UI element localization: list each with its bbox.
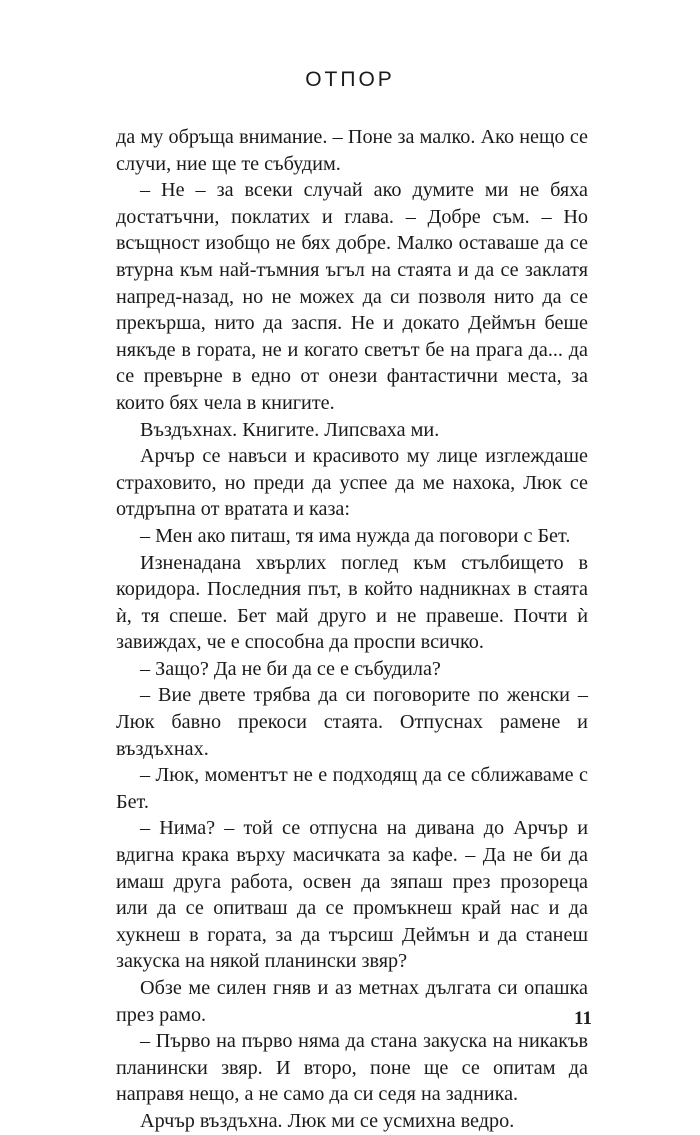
body-text <box>116 124 588 1135</box>
paragraph: Арчър се навъси и красивото му лице изглеждаше страховито, но преди да успее да ме нахока, Люк се отдръпна от вратата и каза: <box>116 445 588 521</box>
paragraph: Въздъхнах. Книгите. Липсваха ми. <box>140 418 440 441</box>
paragraph: Обзе ме силен гняв и аз метнах дългата си опашка през рамо. <box>116 977 588 1026</box>
paragraph: да му обръща внимание. – Поне за малко. Ако нещо се случи, ние ще те събудим. <box>116 126 588 175</box>
paragraph: – Вие двете трябва да си поговорите по женски – Люк бавно прекоси стаята. Отпуснах рамене и въздъхнах. <box>116 684 588 760</box>
paragraph: – Нима? – той се отпусна на дивана до Арчър и вдигна крака върху масичката за кафе. – Да не би да имаш друга работа, освен да зяпаш през прозореца или да се опитваш да се промъкнеш край нас и да хукнеш в гората, за да търсиш Деймън и да станеш закуска на някой планински звяр? <box>116 817 588 973</box>
paragraph: – Защо? Да не би да се е събудила? <box>140 657 441 680</box>
page-number: 11 <box>574 1008 592 1029</box>
paragraph: – Люк, моментът не е подходящ да се сближаваме с Бет. <box>116 764 588 813</box>
paragraph: – Първо на първо няма да стана закуска на никакъв планински звяр. И второ, поне ще се опитам да направя нещо, а не само да си седя на задника. <box>116 1030 588 1106</box>
paragraph: Арчър въздъхна. Люк ми се усмихна ведро. <box>140 1109 515 1132</box>
paragraph: – Мен ако питаш, тя има нужда да поговори с Бет. <box>140 524 571 547</box>
running-head-title: ОТПОР <box>305 68 395 91</box>
paragraph: – Не – за всеки случай ако думите ми не бяха достатъчни, поклатих и глава. – Добре съм. – Но всъщност изобщо не бях добре. Малко оставаше да се втурна към най-тъмния ъгъл на стаята и да се заклатя напред-назад, но не можех да си позволя нито да се прекършa, нито да заспя. Не и докато Деймън беше някъде в гората, не и когато светът бе на прага да... да се превърне в едно от онези фантастични места, за които бях чела в книгите. <box>116 179 588 414</box>
paragraph: Изненадана хвърлих поглед към стълбището в коридора. Последния път, в който надникнах в стаята ѝ, тя спеше. Бет май друго и не правеше. Почти ѝ завиждах, че е способна да проспи всичко. <box>116 551 588 654</box>
